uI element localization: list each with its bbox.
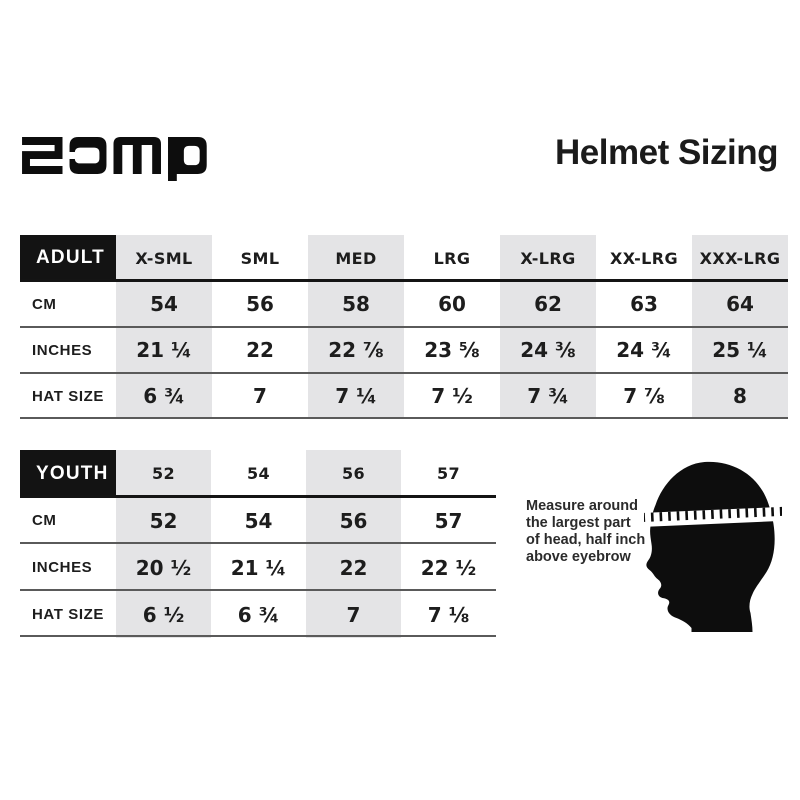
size-value-cell: 8 xyxy=(692,373,788,419)
table-row-divider xyxy=(20,372,788,374)
size-value-cell: 58 xyxy=(308,281,404,327)
size-value-cell: 23 ⅝ xyxy=(424,338,480,362)
size-value-cell: 22 ½ xyxy=(420,555,477,580)
zamp-logo-letters xyxy=(22,137,207,181)
column-header: X-LRG xyxy=(500,235,596,281)
column-header: 52 xyxy=(116,450,211,497)
size-value-cell: 24 ¾ xyxy=(616,338,672,362)
size-value-cell: 7 ⅞ xyxy=(623,384,665,408)
size-value-cell: 20 ½ xyxy=(116,544,211,591)
column-header: XXX-LRG xyxy=(692,235,788,281)
table-bottom-divider xyxy=(20,635,496,637)
column-header: X-SML xyxy=(116,235,212,281)
size-value-cell: 63 xyxy=(630,292,658,316)
column-header: 54 xyxy=(246,464,271,483)
size-value-cell: 22 xyxy=(246,338,274,362)
row-label: INCHES xyxy=(32,559,93,576)
table-header-divider xyxy=(20,279,788,282)
size-value-cell: 60 xyxy=(438,292,466,316)
size-value-cell: 64 xyxy=(692,281,788,327)
size-value-cell: 54 xyxy=(244,508,273,533)
size-value-cell: 22 ⅞ xyxy=(308,327,404,373)
table-row-divider xyxy=(20,589,496,591)
measure-note-line: above eyebrow xyxy=(526,549,631,565)
row-label: HAT SIZE xyxy=(32,606,105,623)
size-value-cell: 6 ½ xyxy=(116,591,211,638)
table-bottom-divider xyxy=(20,417,788,419)
size-value-cell: 57 xyxy=(434,508,463,533)
column-header: MED xyxy=(308,235,404,281)
head-profile-illustration xyxy=(644,460,782,638)
size-value-cell: 7 ¾ xyxy=(500,373,596,419)
size-value-cell: 24 ⅜ xyxy=(500,327,596,373)
column-header: LRG xyxy=(433,248,471,268)
table-row-divider xyxy=(20,326,788,328)
size-value-cell: 7 ⅛ xyxy=(427,602,470,627)
column-header: SML xyxy=(240,248,280,268)
size-value-cell: 7 ½ xyxy=(431,384,473,408)
size-value-cell: 54 xyxy=(116,281,212,327)
row-label: CM xyxy=(32,512,57,529)
size-value-cell: 7 xyxy=(306,591,401,638)
adult-table-label: ADULT xyxy=(20,235,116,281)
table-row-divider xyxy=(20,542,496,544)
column-header: 56 xyxy=(306,450,401,497)
youth-sizing-table xyxy=(20,450,496,638)
column-header: 57 xyxy=(436,464,461,483)
measure-note-line: Measure around xyxy=(526,498,638,514)
measure-note-line: the largest part xyxy=(526,515,631,531)
table-header-divider xyxy=(20,495,496,498)
youth-table-label: YOUTH xyxy=(20,450,116,497)
row-label: HAT SIZE xyxy=(32,387,105,405)
size-value-cell: 21 ¼ xyxy=(116,327,212,373)
size-value-cell: 6 ¾ xyxy=(237,602,280,627)
measure-note-line: of head, half inch xyxy=(526,532,646,548)
adult-sizing-table xyxy=(20,235,788,419)
size-value-cell: 56 xyxy=(306,497,401,544)
size-value-cell: 22 xyxy=(306,544,401,591)
measure-note xyxy=(526,498,645,566)
zamp-logo xyxy=(20,130,207,181)
size-value-cell: 7 ¼ xyxy=(308,373,404,419)
head-silhouette xyxy=(646,462,774,632)
size-value-cell: 6 ¾ xyxy=(116,373,212,419)
size-value-cell: 62 xyxy=(500,281,596,327)
column-header: XX-LRG xyxy=(609,248,679,268)
page-title: Helmet Sizing xyxy=(555,133,778,172)
size-value-cell: 52 xyxy=(116,497,211,544)
size-value-cell: 56 xyxy=(246,292,274,316)
size-value-cell: 25 ¼ xyxy=(692,327,788,373)
size-value-cell: 21 ¼ xyxy=(230,555,287,580)
size-value-cell: 7 xyxy=(253,384,267,408)
row-label: INCHES xyxy=(32,341,93,359)
row-label: CM xyxy=(32,295,57,313)
